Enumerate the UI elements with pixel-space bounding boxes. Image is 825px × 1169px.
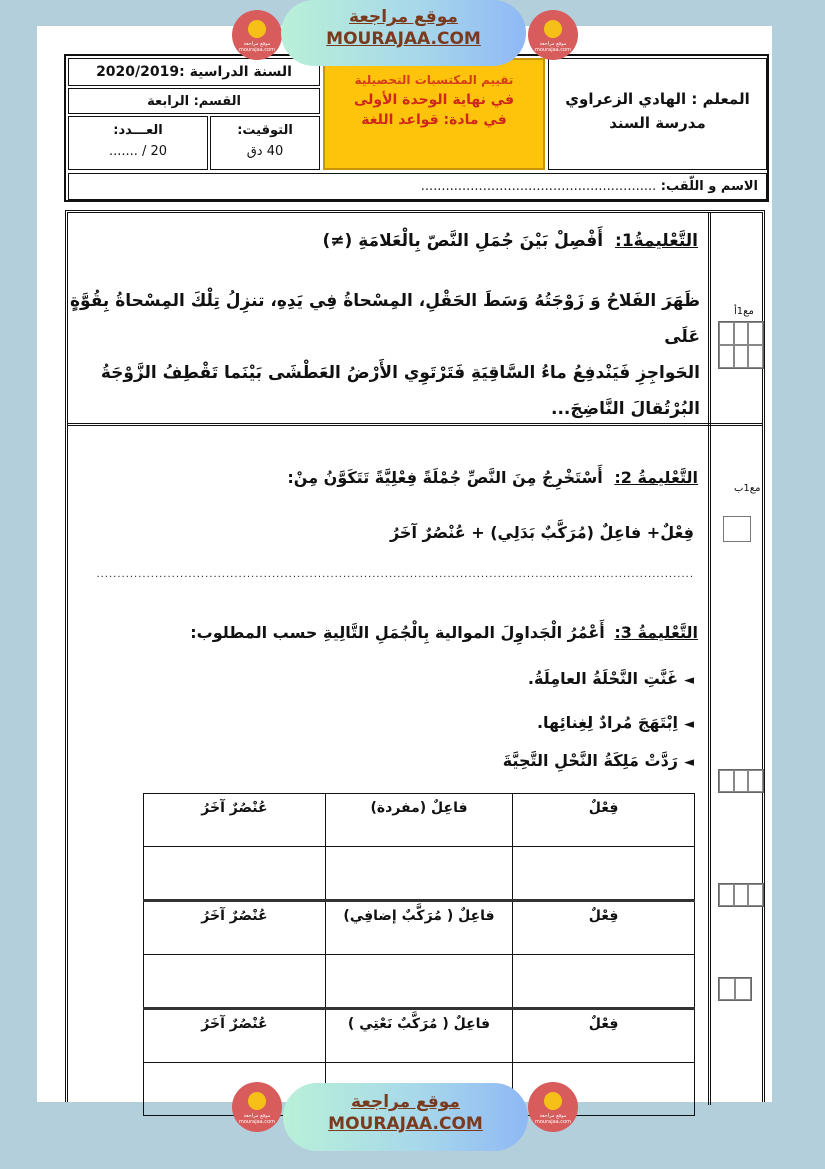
school-year-text: السنة الدراسية :2020/2019 — [96, 64, 292, 80]
worksheet-page — [37, 26, 772, 1102]
student-name-row[interactable] — [68, 173, 767, 200]
sentence-3-text: رَدَّتْ مَلِكَةُ النَّحْلِ التَّحِيَّةَ — [502, 751, 678, 770]
section2-formula: فِعْلٌ+ فاعِلٌ (مُرَكَّبٌ بَدَلِي) + عُنْصُرٌ آخَرُ — [389, 523, 694, 542]
score-grid-1a[interactable] — [718, 321, 764, 369]
teacher-name: المعلم : الهادي الزعراوي — [565, 90, 750, 108]
exam-title-box — [323, 58, 545, 170]
table1-answer-subject[interactable] — [325, 847, 512, 901]
sentence-2-text: اِبْتَهَجَ مُرادٌ لِغِنائِها. — [536, 713, 678, 732]
teacher-cell — [548, 58, 767, 170]
table3-header-row — [144, 1009, 695, 1063]
score-cell — [68, 116, 208, 170]
site-banner-top[interactable] — [281, 0, 526, 66]
logo-caption — [528, 1113, 578, 1125]
table2-answer-verb[interactable] — [513, 955, 695, 1009]
table2-header-verb: فِعْلٌ — [513, 901, 695, 955]
site-logo-top-left[interactable] — [232, 10, 282, 60]
table2-answer-other[interactable] — [144, 955, 326, 1009]
section2-text: أَسْتَخْرِجُ مِنَ النَّصِّ جُمْلَةً فِعْلِيَّةً تَتَكَوَّنُ مِنْ: — [287, 468, 603, 487]
student-name-label: الاسم و اللّقب: — [660, 179, 758, 194]
banner-top-arabic: موقع مراجعة — [349, 7, 458, 27]
banner-bottom-arabic: موقع مراجعة — [351, 1092, 460, 1112]
sentence-2 — [537, 713, 694, 732]
table3-header-subject: فاعِلٌ ( مُرَكَّبٌ نَعْتِي ) — [325, 1009, 512, 1063]
logo-book-icon — [248, 1092, 266, 1110]
bullet-arrow-icon: ◄ — [684, 755, 694, 770]
table1-answer-other[interactable] — [144, 847, 326, 901]
site-logo-bottom-left[interactable] — [232, 1082, 282, 1132]
section3-text: أَعْمُرُ الْجَداوِلَ الموالية بِالْجُمَلِ التَّالِيةِ حسب المطلوب: — [190, 623, 605, 642]
bullet-arrow-icon: ◄ — [684, 673, 694, 688]
section3-label: التَّعْليمةُ 3: — [614, 623, 698, 642]
section2-answer-line[interactable]: ............................................................................................................................................... — [96, 569, 694, 580]
sentence-1 — [528, 669, 694, 688]
table1-header-subject: فاعِلٌ (مفردة) — [325, 794, 512, 847]
school-year — [68, 58, 320, 86]
table3-header-other: عُنْصُرٌ آخَرُ — [144, 1009, 326, 1063]
logo-book-icon — [248, 20, 266, 38]
criterion-label-1b: مع1ب — [734, 483, 761, 494]
logo-caption — [232, 1113, 282, 1125]
section1-label: التَّعْليمةُ1: — [615, 231, 698, 251]
section1-instruction — [323, 231, 698, 251]
class-section-text: القسم: الرابعة — [147, 93, 241, 109]
score-grid-3c[interactable] — [718, 977, 752, 1001]
score-grid-3a[interactable] — [718, 769, 764, 793]
section1-passage — [70, 283, 700, 427]
score-grid-3b[interactable] — [718, 883, 764, 907]
section2-instruction — [287, 468, 698, 487]
logo-caption-ar: موقع مراجعة — [539, 41, 567, 47]
exercise-frame — [65, 210, 765, 1102]
passage-line-2: الحَواجِزِ فَيَنْدفِعُ ماءُ السَّاقِيَةِ فَتَرْتَوِي الأَرْضُ العَطْشَى بَيْنَما تَقْطِفُ الزَّوْجَةُ — [100, 363, 700, 383]
class-section — [68, 88, 320, 114]
logo-caption — [528, 41, 578, 53]
banner-top-latin[interactable]: MOURAJAA.COM — [326, 29, 481, 49]
timing-label: التوقيت: — [237, 123, 293, 138]
marks-column — [708, 213, 712, 1105]
logo-caption-ar: موقع مراجعة — [539, 1113, 567, 1119]
timing-value: 40 دق — [246, 144, 284, 159]
sentence-3 — [503, 751, 694, 770]
timing-cell — [210, 116, 320, 170]
logo-book-icon — [544, 20, 562, 38]
bullet-arrow-icon: ◄ — [684, 717, 694, 732]
table2-header-subject: فاعِلٌ ( مُرَكَّبٌ إضافِي) — [325, 901, 512, 955]
section2-label: التَّعْليمةُ 2: — [614, 468, 698, 487]
site-banner-bottom[interactable] — [283, 1083, 528, 1151]
sentence-1-text: غَنَّتِ النَّحْلَةُ العامِلَةُ. — [527, 669, 678, 688]
logo-caption-en: mourajaa.com — [238, 47, 275, 53]
logo-book-icon — [544, 1092, 562, 1110]
logo-caption-ar: موقع مراجعة — [243, 1113, 271, 1119]
school-name: مدرسة السند — [609, 114, 706, 132]
passage-line-3: البُرْتُقالَ النَّاضِجَ... — [551, 399, 700, 419]
header-block — [64, 54, 769, 202]
banner-bottom-latin[interactable]: MOURAJAA.COM — [328, 1114, 483, 1134]
table1-answer-row[interactable] — [144, 847, 695, 901]
exam-title-line3: في مادة: قواعد اللغة — [361, 112, 507, 128]
table1-answer-verb[interactable] — [513, 847, 695, 901]
section1-text: أَفْصِلْ بَيْنَ جُمَلِ النَّصّ بِالْعَلامَةِ (≠) — [322, 231, 604, 251]
table3-header-verb: فِعْلٌ — [513, 1009, 695, 1063]
logo-caption — [232, 41, 282, 53]
passage-line-1: ظَهَرَ الفَلاحُ وَ زَوْجَتُهُ وَسَطَ الحَقْلِ، المِسْحاةُ فِي يَدِهِ، تنزِلُ تِلْكَ المِسْحاةُ بِقُوَّةٍ عَلَى — [70, 291, 700, 347]
logo-caption-en: mourajaa.com — [534, 47, 571, 53]
student-name-field[interactable]: ......................................................... — [420, 179, 657, 194]
section3-instruction — [190, 623, 698, 642]
exam-title-line1: تقييم المكتسبات التحصيلية — [354, 73, 514, 87]
site-logo-top-right[interactable] — [528, 10, 578, 60]
score-value: ....... / 20 — [108, 144, 168, 159]
table2-header-row — [144, 901, 695, 955]
table2-answer-subject[interactable] — [325, 955, 512, 1009]
answer-table — [143, 793, 695, 1116]
exam-title-line2: في نهاية الوحدة الأولى — [353, 92, 515, 108]
logo-caption-en: mourajaa.com — [534, 1119, 571, 1125]
table1-header-row — [144, 794, 695, 847]
table1-header-other: عُنْصُرٌ آخَرُ — [144, 794, 326, 847]
site-logo-bottom-right[interactable] — [528, 1082, 578, 1132]
table1-header-verb: فِعْلٌ — [513, 794, 695, 847]
logo-caption-ar: موقع مراجعة — [243, 41, 271, 47]
table2-header-other: عُنْصُرٌ آخَرُ — [144, 901, 326, 955]
score-box-1b[interactable] — [723, 516, 751, 542]
logo-caption-en: mourajaa.com — [238, 1119, 275, 1125]
score-label: العـــدد: — [113, 123, 163, 138]
criterion-label-1a: مع1أ — [734, 306, 754, 317]
table2-answer-row[interactable] — [144, 955, 695, 1009]
